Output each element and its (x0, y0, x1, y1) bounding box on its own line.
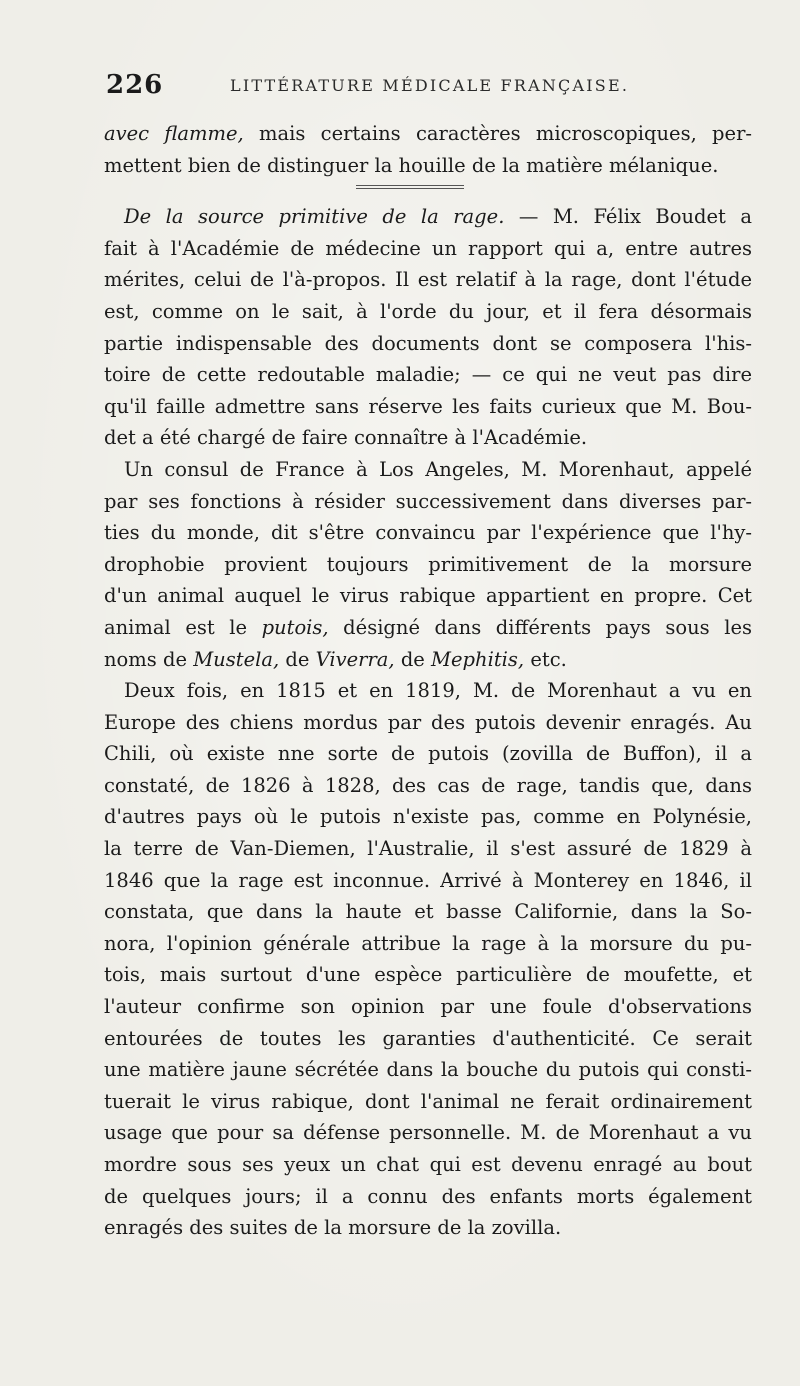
text-line: Deux fois, en 1815 et en 1819, M. de Morenhaut a vu en (124, 679, 752, 703)
text-segment: etc. (524, 647, 567, 671)
italic-term: Viverra, (315, 647, 395, 671)
text-line (104, 118, 752, 150)
italic-term: Mephitis, (431, 647, 525, 671)
text-line (104, 612, 752, 644)
text-segment: désigné dans différents pays sous les (328, 615, 752, 639)
text-line: est, comme on le sait, à l'orde du jour, et il fera désormais (104, 299, 752, 323)
italic-term: putois, (261, 615, 329, 639)
section-divider (104, 181, 752, 201)
text-line: constaté, de 1826 à 1828, des cas de rage, tandis que, dans (104, 773, 752, 797)
text-line: Un consul de France à Los Angeles, M. Morenhaut, appelé (124, 457, 752, 481)
text-line: partie indispensable des documents dont se composera l'his- (104, 331, 752, 355)
text-line: ties du monde, dit s'être convaincu par l'expérience que l'hy- (104, 521, 752, 545)
text-line: Europe des chiens mordus par des putois devenir enragés. Au (104, 710, 752, 734)
text-line: det a été chargé de faire connaître à l'Académie. (104, 426, 588, 450)
text-line: toire de cette redoutable maladie; — ce qui ne veut pas dire (104, 363, 752, 387)
italic-term: Mustela, (193, 647, 280, 671)
text-line: mettent bien de distinguer la houille de la matière mélanique. (104, 153, 719, 177)
text-segment: — M. Félix Boudet a (504, 205, 752, 229)
page-number: 226 (106, 70, 164, 100)
text-line: de quelques jours; il a connu des enfants morts également (104, 1184, 752, 1208)
text-line: enragés des suites de la morsure de la zovilla. (104, 1216, 562, 1240)
text-segment: animal est le (104, 615, 262, 639)
text-segment: de (279, 647, 316, 671)
text-line: drophobie provient toujours primitivement de la morsure (104, 552, 752, 576)
text-line: 1846 que la rage est inconnue. Arrivé à Monterey en 1846, il (104, 868, 752, 892)
italic-phrase: avec flamme, (104, 122, 244, 145)
text-segment: de (394, 647, 432, 671)
text-line: par ses fonctions à résider successivement dans diverses par- (104, 489, 752, 513)
text-segment: mais certains caractères microscopiques, per- (243, 122, 752, 145)
text-line: tuerait le virus rabique, dont l'animal ne ferait ordinairement (104, 1089, 752, 1113)
text-line: l'auteur confirme son opinion par une foule d'observations (104, 995, 752, 1019)
text-line: Chili, où existe nne sorte de putois (zovilla de Buffon), il a (104, 742, 752, 766)
text-line: la terre de Van-Diemen, l'Australie, il s'est assuré de 1829 à (104, 837, 752, 861)
text-line: usage que pour sa défense personnelle. M. de Morenhaut a vu (104, 1121, 752, 1145)
text-line: entourées de toutes les garanties d'authenticité. Ce serait (104, 1026, 752, 1050)
text-line: qu'il faille admettre sans réserve les faits curieux que M. Bou- (104, 394, 752, 418)
text-line: nora, l'opinion générale attribue la rage à la morsure du pu- (104, 931, 752, 955)
text-line: tois, mais surtout d'une espèce particulière de moufette, et (104, 963, 752, 987)
article-body (104, 118, 752, 1244)
text-line: d'un animal auquel le virus rabique appartient en propre. Cet (104, 584, 752, 608)
text-line: d'autres pays où le putois n'existe pas, comme en Polynésie, (104, 805, 752, 829)
text-line: mordre sous ses yeux un chat qui est devenu enragé au bout (104, 1153, 752, 1176)
text-line: constata, que dans la haute et basse Californie, dans la So- (104, 900, 752, 924)
page-header (106, 70, 756, 106)
text-line: fait à l'Académie de médecine un rapport qui a, entre autres (104, 236, 752, 260)
text-line: mérites, celui de l'à-propos. Il est relatif à la rage, dont l'étude (104, 268, 752, 292)
running-title: LITTÉRATURE MÉDICALE FRANÇAISE. (230, 76, 630, 95)
text-segment: noms de (104, 647, 194, 671)
section-heading-line (104, 201, 752, 233)
text-line: une matière jaune sécrétée dans la bouche du putois qui consti- (104, 1058, 752, 1082)
text-line (104, 644, 752, 676)
section-title: De la source primitive de la rage. (124, 205, 505, 229)
